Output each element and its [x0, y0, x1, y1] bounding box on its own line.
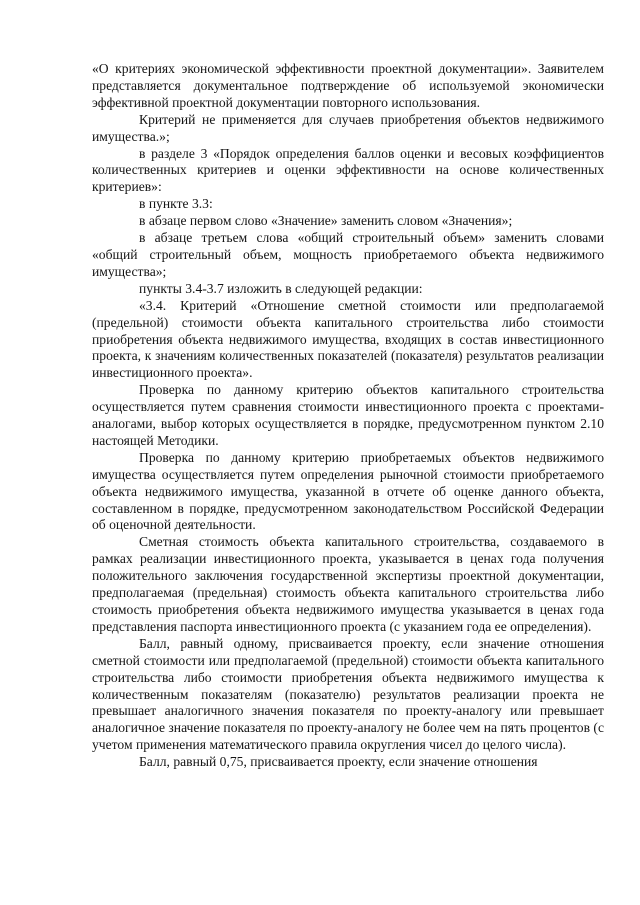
- paragraph-section-3: в разделе 3 «Порядок определения баллов оценки и весовых коэффициентов количественных критериев и оценки эффективности на основе количественных критериев»:: [92, 145, 604, 195]
- paragraph-criterion-3-4: «3.4. Критерий «Отношение сметной стоимости или предполагаемой (предельной) стоимости объекта капитального строительства либо стоимости приобретения объекта недвижимого имущества, входящих в состав инвестиционного проекта, к значениям количественных показателей (показателя) результатов реализации инвестиционного проекта».: [92, 297, 604, 381]
- paragraph-first-abzac: в абзаце первом слово «Значение» заменить словом «Значения»;: [139, 213, 513, 229]
- paragraph-estimated-cost: Сметная стоимость объекта капитального строительства, создаваемого в рамках реализации инвестиционного проекта, указывается в ценах года получения положительного заключения государственной экспертизы проектной документации, предполагаемая (предельная) стоимость объекта капитального строительства либо стоимость приобретения объекта недвижимого имущества указывается в ценах года представления паспорта инвестиционного проекта (с указанием года ее определения).: [92, 534, 604, 634]
- paragraph-points-3-4-3-7: пункты 3.4-3.7 изложить в следующей редакции:: [139, 280, 423, 296]
- paragraph-criterion-not-applied: Критерий не применяется для случаев приобретения объектов недвижимого имущества.»;: [92, 111, 604, 144]
- paragraph-point-3-3: в пункте 3.3:: [139, 196, 213, 212]
- paragraph-check-real-estate: Проверка по данному критерию приобретаемых объектов недвижимого имущества осуществляется путем определения рыночной стоимости приобретаемого объекта недвижимого имущества, указанной в отчете об оценке данного объекта, составленном в порядке, предусмотренном законодательством Российской Федерации об оценочной деятельности.: [92, 449, 604, 533]
- paragraph-criteria-ending: «О критериях экономической эффективности проектной документации». Заявителем представляется документальное подтверждение об используемой экономически эффективной проектной документации повторного использования.: [92, 61, 604, 110]
- paragraph-score-one: Балл, равный одному, присваивается проекту, если значение отношения сметной стоимости или предполагаемой (предельной) стоимости объекта капитального строительства либо стоимости приобретения объекта недвижимого имущества к количественным показателям (показателю) результатов реализации проекта не превышает аналогичного значения показателя по проекту-аналогу или превышает аналогичное значение показателя по проекту-аналогу не более чем на пять процентов (с учетом применения математического правила округления чисел до целого числа).: [92, 635, 604, 753]
- paragraph-third-abzac: в абзаце третьем слова «общий строительный объем» заменить словами «общий строительный объем, мощность приобретаемого объекта недвижимого имущества»;: [92, 230, 604, 279]
- document-page: [92, 61, 604, 771]
- paragraph-check-capital-construction: Проверка по данному критерию объектов капитального строительства осуществляется путем сравнения стоимости инвестиционного проекта с проектами-аналогами, выбор которых осуществляется в порядке, предусмотренном пунктом 2.10 настоящей Методики.: [92, 382, 604, 448]
- paragraph-score-0-75: Балл, равный 0,75, присваивается проекту, если значение отношения: [139, 754, 538, 770]
